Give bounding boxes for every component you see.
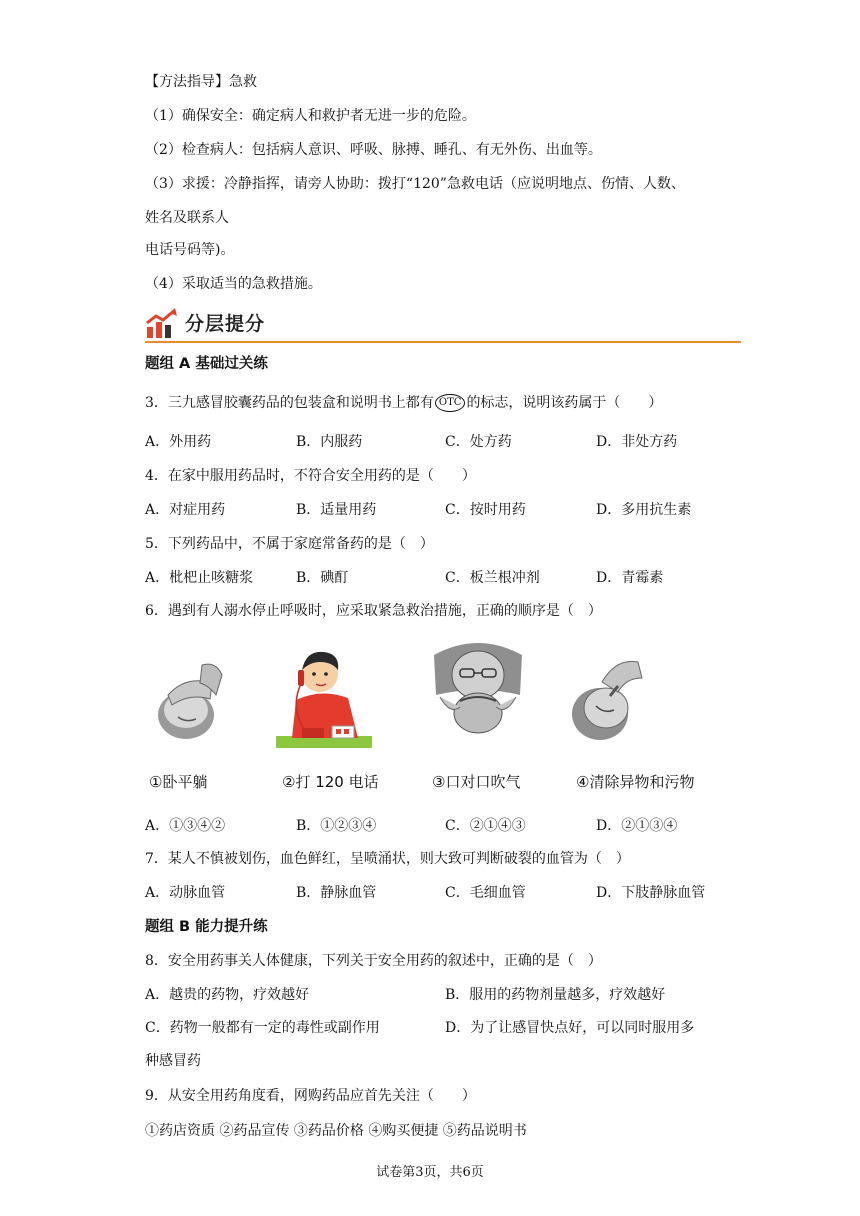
group-a-title: 题组 A 基础过关练 — [145, 356, 268, 372]
section-banner — [145, 303, 741, 343]
method-item-3-cont2: 电话号码等)。 — [145, 242, 235, 258]
q8-option-b: B．服用的药物剂量越多，疗效越好 — [445, 987, 666, 1003]
q8-option-d: D．为了让感冒快点好，可以同时服用多 — [445, 1020, 695, 1036]
otc-badge: OTC — [435, 394, 466, 412]
q5-option-b: B．碘酊 — [296, 570, 349, 586]
q7-option-a: A．动脉血管 — [145, 885, 226, 901]
q4-option-c: C．按时用药 — [445, 502, 526, 518]
clear-airway-illustration — [566, 652, 646, 748]
q7-stem: 7．某人不慎被划伤，血色鲜红，呈喷涌状，则大致可判断破裂的血管为（ ） — [145, 851, 630, 867]
q5-option-c: C．板兰根冲剂 — [445, 570, 540, 586]
method-item-4: （4）采取适当的急救措施。 — [145, 276, 322, 292]
q3-option-a: A．外用药 — [145, 434, 212, 450]
q8-option-c: C．药物一般都有一定的毒性或副作用 — [145, 1020, 380, 1036]
q3-stem — [145, 393, 662, 413]
q3-stem-b: 的标志，说明该药属于（ ） — [466, 395, 663, 411]
q6-option-b: B．①②③④ — [296, 818, 377, 834]
method-item-3-cont: 姓名及联系人 — [145, 210, 229, 226]
page-footer: 试卷第3页，共6页 — [376, 1165, 484, 1180]
q9-choices: ①药店资质 ②药品宣传 ③药品价格 ④购买便捷 ⑤药品说明书 — [145, 1123, 527, 1139]
q6-caption-1: ①卧平躺 — [149, 773, 208, 791]
method-item-1: （1）确保安全：确定病人和救护者无进一步的危险。 — [145, 108, 476, 124]
mouth-to-mouth-illustration — [430, 635, 526, 747]
q8-option-a: A．越贵的药物，疗效越好 — [145, 987, 310, 1003]
q7-option-d: D．下肢静脉血管 — [596, 885, 706, 901]
q5-option-d: D．青霉素 — [596, 570, 664, 586]
q8-stem: 8．安全用药事关人体健康，下列关于安全用药的叙述中，正确的是（ ） — [145, 953, 602, 969]
q8-option-d-cont: 种感冒药 — [145, 1053, 201, 1069]
q4-option-b: B．适量用药 — [296, 502, 377, 518]
q3-option-d: D．非处方药 — [596, 434, 678, 450]
q5-option-a: A．枇杷止咳糖浆 — [145, 570, 254, 586]
q9-stem: 9．从安全用药角度看，网购药品应首先关注（ ） — [145, 1088, 476, 1104]
q6-option-d: D．②①③④ — [596, 818, 678, 834]
q3-stem-a: 3．三九感冒胶囊药品的包装盒和说明书上都有 — [145, 395, 434, 411]
q6-option-a: A．①③④② — [145, 818, 226, 834]
method-item-3: （3）求援：冷静指挥，请旁人协助：拨打“120”急救电话（应说明地点、伤情、人数、 — [145, 176, 685, 192]
q4-stem: 4．在家中服用药品时，不符合安全用药的是（ ） — [145, 468, 476, 484]
q7-option-b: B．静脉血管 — [296, 885, 377, 901]
lie-flat-illustration — [150, 655, 230, 747]
q3-option-c: C．处方药 — [445, 434, 512, 450]
q7-option-c: C．毛细血管 — [445, 885, 526, 901]
q4-option-a: A．对症用药 — [145, 502, 226, 518]
banner-title: 分层提分 — [185, 313, 266, 335]
phone-call-illustration — [276, 640, 372, 750]
method-title: 【方法指导】急救 — [145, 74, 257, 90]
q5-stem: 5．下列药品中，不属于家庭常备药的是（ ） — [145, 536, 434, 552]
method-item-2: （2）检查病人：包括病人意识、呼吸、脉搏、睡孔、有无外伤、出血等。 — [145, 142, 602, 158]
q6-caption-3: ③口对口吹气 — [432, 773, 521, 791]
rising-chart-icon — [145, 307, 179, 339]
q6-caption-2: ②打 120 电话 — [282, 773, 379, 791]
q6-caption-4: ④清除异物和污物 — [576, 773, 695, 791]
group-b-title: 题组 B 能力提升练 — [145, 919, 268, 935]
banner-divider — [145, 341, 741, 343]
q6-stem: 6．遇到有人溺水停止呼吸时，应采取紧急救治措施，正确的顺序是（ ） — [145, 603, 602, 619]
q6-option-c: C．②①④③ — [445, 818, 526, 834]
q3-option-b: B．内服药 — [296, 434, 363, 450]
q4-option-d: D．多用抗生素 — [596, 502, 692, 518]
